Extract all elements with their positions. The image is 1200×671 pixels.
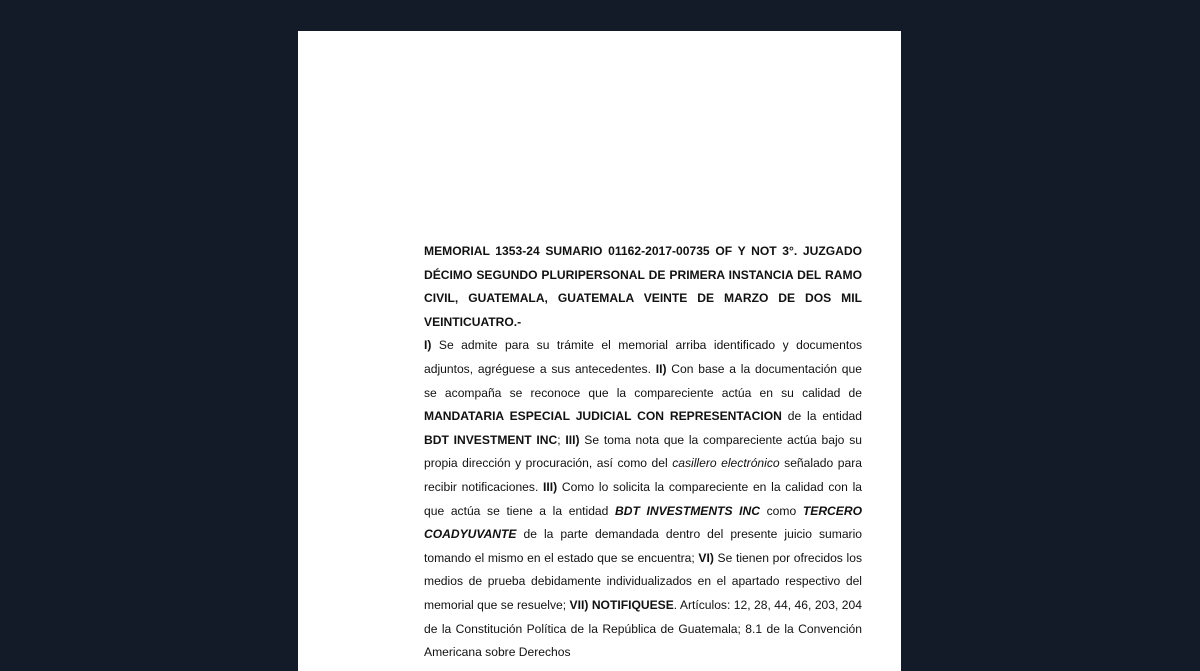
section-label: VI) [698,550,714,565]
role-tercero: TERCERO COADYUVANTE [424,503,862,542]
body-text: de la entidad [781,409,862,424]
body-text: Se toma nota que la compareciente actúa bajo su propia dirección y procuración, así como del [424,432,862,471]
entity-name: BDT INVESTMENT INC [424,432,558,447]
section-label: III) [543,479,558,494]
body-text: de la parte demandada dentro del presente juicio sumario tomando el mismo en el estado que se encuentra; [424,527,862,565]
section-label: VII) [569,597,589,612]
body-text: . Artículos: 12, 28, 44, 46, 203, 204 de la Constitución Política de la República de Guatemala; 8.1 de la Convención Americana sobre Derechos [424,597,862,660]
body-text: Se admite para su trámite el memorial arriba identificado y documentos adjuntos, agréguese a sus antecedentes. [424,338,862,376]
document-heading: MEMORIAL 1353-24 SUMARIO 01162-2017-00735 OF Y NOT 3°. JUZGADO DÉCIMO SEGUNDO PLURIPERSONAL DE PRIMERA INSTANCIA DEL RAMO CIVIL, GUATEMALA, GUATEMALA VEINTE DE MARZO DE DOS MIL VEINTICUATRO.- [424,244,862,329]
body-text: Con base a la documentación que se acompaña se reconoce que la compareciente actúa en su calidad de [424,361,862,400]
section-label: II) [655,361,667,376]
role-mandataria: MANDATARIA ESPECIAL JUDICIAL CON REPRESENTACION [424,409,782,424]
document-body [424,334,862,664]
casillero-electronico: casillero electrónico [672,456,780,471]
document-page [298,31,901,671]
body-text: Se tienen por ofrecidos los medios de prueba debidamente individualizados en el apartado respectivo del memorial que se resuelve; [424,550,862,612]
body-text: como [760,503,803,518]
body-text: ; [557,432,566,447]
section-label: I) [424,338,432,353]
document-content [424,240,862,665]
body-text: Como lo solicita la compareciente en la calidad con la que actúa se tiene a la entidad [424,479,862,518]
notifiquese: NOTIFIQUESE [588,597,674,612]
body-text: señalado para recibir notificaciones. [424,456,862,494]
entity-name-italic: BDT INVESTMENTS INC [615,503,760,518]
section-label: III) [565,432,580,447]
